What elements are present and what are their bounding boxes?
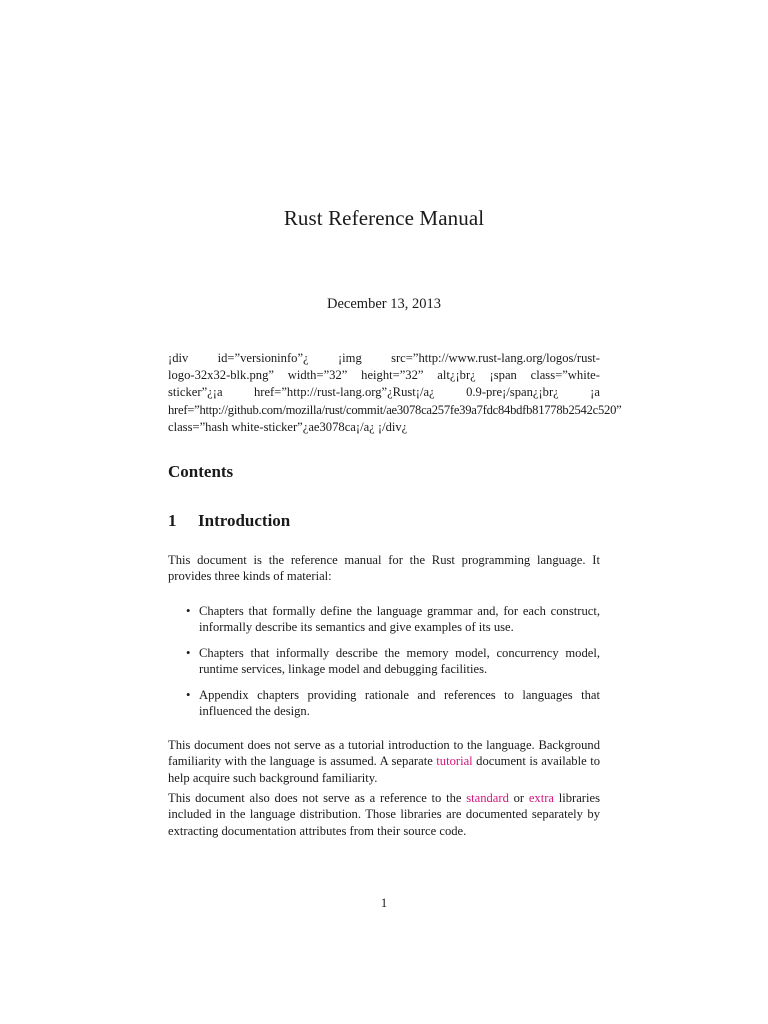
- versioninfo-word: src=”http://www.rust-lang.org/logos/rust-: [391, 351, 600, 365]
- list-item-text: Chapters that formally define the language grammar and, for each construct, informally describe its semantics and give examples of its use.: [199, 604, 600, 635]
- versioninfo-word: alt¿¡br¿: [437, 368, 476, 383]
- versioninfo-line-5: [168, 419, 600, 436]
- section-number: 1: [168, 511, 177, 530]
- libraries-paragraph: [168, 790, 600, 839]
- versioninfo-line-2: [168, 367, 600, 384]
- versioninfo-word: ¡div: [168, 351, 189, 365]
- versioninfo-word: ¡img: [337, 351, 362, 365]
- document-title: Rust Reference Manual: [283, 206, 485, 230]
- list-item-text: Appendix chapters providing rationale and references to languages that influenced the design.: [199, 687, 600, 719]
- page-number: 1: [380, 896, 388, 910]
- document-date: December 13, 2013: [327, 296, 441, 312]
- material-list: [168, 603, 600, 728]
- versioninfo-word: href=”http://rust-lang.org”¿Rust¡/a¿: [253, 385, 435, 400]
- extra-link[interactable]: extra: [528, 791, 554, 805]
- versioninfo-word: sticker”¿¡a: [168, 385, 223, 400]
- document-page: [168, 0, 622, 1024]
- versioninfo-line-3: [168, 384, 600, 401]
- section-title: Introduction: [198, 511, 291, 530]
- list-item: [168, 603, 600, 636]
- list-item-text: Chapters that informally describe the memory model, concurrency model, runtime services, linkage model and debugging facilities.: [199, 645, 600, 677]
- versioninfo-line-4: [168, 402, 622, 419]
- standard-link[interactable]: standard: [466, 791, 509, 805]
- tutorial-paragraph: [168, 737, 600, 786]
- versioninfo-word: class=”hash white-sticker”¿ae3078ca¡/a¿ ¡/div¿: [168, 419, 408, 434]
- versioninfo-word: logo-32x32-blk.png”: [168, 368, 274, 383]
- paragraph-text: This document also does not serve as a reference to the: [168, 791, 467, 805]
- intro-paragraph: This document is the reference manual for the Rust programming language. It provides three kinds of material:: [168, 553, 600, 584]
- bullet-icon: •: [186, 604, 191, 618]
- tutorial-link[interactable]: tutorial: [436, 754, 473, 769]
- section-heading-introduction: [168, 511, 290, 531]
- paragraph-text: libraries included in the language distribution. Those libraries are documented separately by extracting documentation attributes from their source code.: [168, 791, 600, 838]
- versioninfo-word: class=”white-: [530, 368, 600, 383]
- versioninfo-word: 0.9-pre¡/span¿¡br¿: [466, 385, 559, 400]
- paragraph-text: or: [508, 791, 529, 805]
- versioninfo-word: ¡a: [590, 385, 600, 400]
- contents-heading: Contents: [168, 462, 234, 481]
- versioninfo-word: ¡span: [489, 368, 517, 383]
- versioninfo-word: href=”http://github.com/mozilla/rust/commit/ae3078ca257fe39a7fdc84bdfb81778b2542c520”: [168, 402, 622, 417]
- list-item: [168, 687, 600, 720]
- paragraph-text: document is available to help acquire such background familiarity.: [168, 754, 600, 785]
- bullet-icon: •: [186, 687, 191, 702]
- versioninfo-block: [168, 350, 622, 436]
- paragraph-text: This document does not serve as a tutorial introduction to the language. Background familiarity with the language is assumed. A separate: [168, 738, 600, 769]
- versioninfo-word: height=”32”: [361, 368, 424, 383]
- versioninfo-word: id=”versioninfo”¿: [217, 351, 309, 365]
- versioninfo-line-1: [168, 350, 600, 367]
- versioninfo-word: width=”32”: [287, 368, 348, 383]
- bullet-icon: •: [186, 645, 191, 660]
- list-item: [168, 645, 600, 678]
